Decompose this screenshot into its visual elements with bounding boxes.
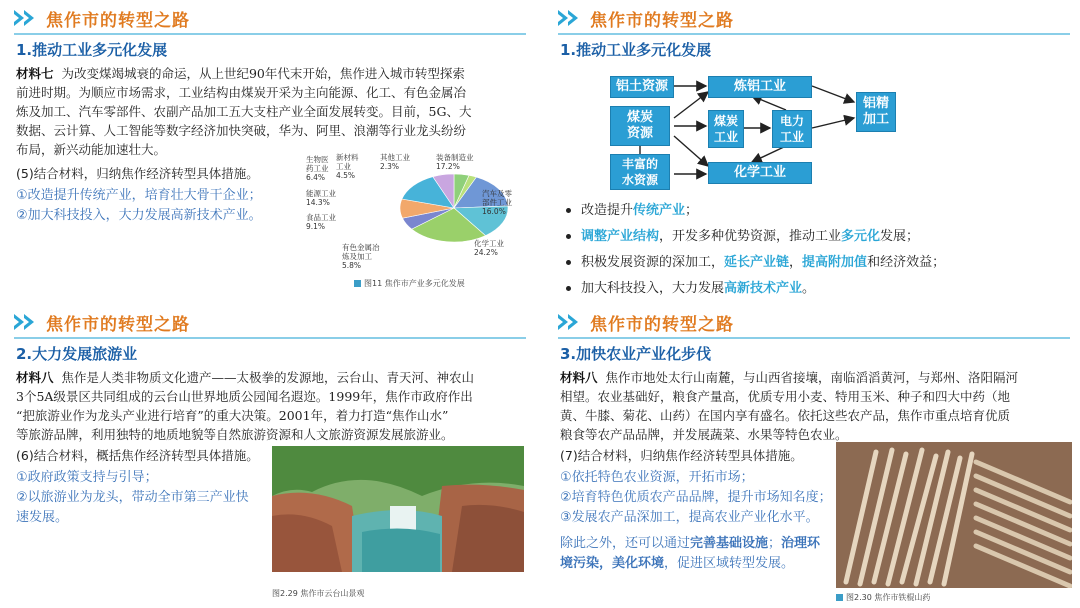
section-header xyxy=(14,6,190,30)
box-water-resource: 丰富的 水资源 xyxy=(610,154,670,190)
material-line: 3个5A级景区共同组成的云台山世界地质公园闻名遐迩。1999年，焦作市政府作出 xyxy=(16,389,473,404)
box-aluminum-smelting: 炼铝工业 xyxy=(708,76,812,98)
panel-tourism xyxy=(4,306,532,602)
material-label: 材料七 xyxy=(16,66,54,81)
highlight-text: 延长产业链 xyxy=(724,255,790,270)
material-text xyxy=(560,368,1070,444)
bullet-text: 和经济效益； xyxy=(867,255,946,270)
material-label: 材料八 xyxy=(560,370,598,385)
highlight-text: 调整产业结构 xyxy=(581,229,660,244)
header-divider xyxy=(14,337,526,339)
pie-label: 能源工业 14.3% xyxy=(306,189,336,207)
answer-list xyxy=(16,186,262,226)
subtitle: 2.大力发展旅游业 xyxy=(16,345,138,363)
section-title: 焦作市的转型之路 xyxy=(46,10,190,31)
pie-label: 化学工业 24.2% xyxy=(474,239,504,257)
material-line: 布局，新兴动能加速壮大。 xyxy=(16,142,167,157)
measure-bullet xyxy=(566,250,945,276)
material-line: 相望。农业基础好，粮食产量高，优质专用小麦、特用玉米、种子和四大中药（地 xyxy=(560,389,1011,404)
answer-item: ②以旅游业为龙头，带动全市第三产业快 xyxy=(16,490,249,505)
answer-item: 速发展。 xyxy=(16,510,69,525)
photo-caption: 图2.29 焦作市云台山景观 xyxy=(272,589,365,598)
material-line: 等旅游品牌，利用独特的地质地貌等自然旅游资源和人文旅游资源发展旅游业。 xyxy=(16,427,454,442)
header-divider xyxy=(558,33,1070,35)
section-title: 焦作市的转型之路 xyxy=(46,314,190,335)
pie-label: 有色金属冶炼及加工 5.8% xyxy=(342,243,380,270)
bullet-text: ，开发多种优势资源，推动工业 xyxy=(659,229,842,244)
highlight-text: 提高附加值 xyxy=(802,255,868,270)
measure-bullet xyxy=(566,224,919,250)
answer-list xyxy=(16,468,249,528)
panel-industry-material xyxy=(4,2,532,298)
double-chevron-icon xyxy=(14,8,40,28)
double-chevron-icon xyxy=(14,312,40,332)
figure-caption: 图11 焦作市产业多元化发展 xyxy=(354,278,465,289)
material-line: 焦作市地处太行山南麓，与山西省接壤，南临滔滔黄河，与郑州、洛阳隔河 xyxy=(605,370,1018,385)
section-header xyxy=(558,6,734,30)
section-title: 焦作市的转型之路 xyxy=(590,314,734,335)
material-line: 前进时期。为顺应市场需求，工业结构由煤炭开采为主向能源、化工、有色金属冶 xyxy=(16,85,467,100)
material-line: 焦作是人类非物质文化遗产——太极拳的发源地，云台山、青天河、神农山 xyxy=(61,370,474,385)
pie-label: 汽车及零部件工业 16.0% xyxy=(482,189,512,216)
answer-item: ③发展农产品深加工，提高农业产业化水平。 xyxy=(560,510,819,525)
header-divider xyxy=(14,33,526,35)
material-text xyxy=(16,368,526,444)
material-line: 炼及加工、汽车零部件、农副产品加工五大支柱产业全面发展转变。目前，5G、大 xyxy=(16,104,472,119)
panel-industry-diagram xyxy=(548,2,1076,298)
pie-label: 食品工业 9.1% xyxy=(306,213,336,231)
header-divider xyxy=(558,337,1070,339)
box-aluminum-processing: 铝精 加工 xyxy=(856,92,896,132)
highlight-text: 传统产业 xyxy=(633,203,686,218)
pie-label: 生物医药工业 6.4% xyxy=(306,155,329,182)
bullet-text: 改造提升 xyxy=(581,203,634,218)
double-chevron-icon xyxy=(558,8,584,28)
bullet-dot-icon xyxy=(566,234,571,239)
box-coal-industry: 煤炭 工业 xyxy=(708,110,744,148)
box-power-industry: 电力 工业 xyxy=(772,110,812,148)
subtitle: 3.加快农业产业化步伐 xyxy=(560,345,712,363)
bullet-dot-icon xyxy=(566,260,571,265)
pie-label: 其他工业 2.3% xyxy=(380,153,410,171)
bullet-text: 积极发展资源的深加工， xyxy=(581,255,725,270)
yam-photo xyxy=(836,442,1072,588)
question: (6)结合材料，概括焦作经济转型具体措施。 xyxy=(16,448,259,463)
subtitle: 1.推动工业多元化发展 xyxy=(16,41,168,59)
bullet-dot-icon xyxy=(566,286,571,291)
material-line: 粮食等农产品品牌，并发展蔬菜、水果等特色农业。 xyxy=(560,427,848,442)
section-header xyxy=(14,310,190,334)
pie-label: 装备制造业 17.2% xyxy=(436,153,474,171)
material-line: 为改变煤竭城衰的命运，从上世纪90年代末开始，焦作进入城市转型探索 xyxy=(61,66,465,81)
bullet-text: 发展； xyxy=(880,229,920,244)
question: (7)结合材料，归纳焦作经济转型具体措施。 xyxy=(560,448,803,463)
highlight-text: 多元化 xyxy=(841,229,881,244)
subtitle: 1.推动工业多元化发展 xyxy=(560,41,712,59)
material-text xyxy=(16,64,516,159)
box-bauxite-resource: 铝土资源 xyxy=(610,76,674,98)
answer-item: ①依托特色农业资源，开拓市场； xyxy=(560,470,754,485)
bullet-text: ； xyxy=(685,203,699,218)
box-chemical-industry: 化学工业 xyxy=(708,162,812,184)
double-chevron-icon xyxy=(558,312,584,332)
section-header xyxy=(558,310,734,334)
answer-item: ②加大科技投入，大力发展高新技术产业。 xyxy=(16,208,262,223)
section-title: 焦作市的转型之路 xyxy=(590,10,734,31)
yuntai-mountain-photo xyxy=(272,446,524,572)
measure-bullet xyxy=(566,198,698,224)
extra-note-line: 境污染，美化环境，促进区域转型发展。 xyxy=(560,556,795,571)
extra-note-line: 除此之外，还可以通过完善基础设施；治理环 xyxy=(560,536,821,551)
measure-bullet xyxy=(566,276,815,298)
bullet-text: ， xyxy=(789,255,803,270)
answer-item: ①政府政策支持与引导； xyxy=(16,470,158,485)
extra-note xyxy=(560,534,820,574)
industry-pie-chart xyxy=(296,148,528,276)
question: (5)结合材料，归纳焦作经济转型具体措施。 xyxy=(16,166,259,181)
answer-item: ②培育特色优质农产品品牌，提升市场知名度； xyxy=(560,490,832,505)
panel-agriculture xyxy=(548,306,1076,602)
bullet-dot-icon xyxy=(566,208,571,213)
photo-caption: 图2.30 焦作市铁棍山药 xyxy=(836,592,930,602)
bullet-text: 。 xyxy=(802,281,816,296)
material-line: 数据、云计算、人工智能等数字经济加快突破，华为、阿里、浪潮等行业龙头纷纷 xyxy=(16,123,467,138)
highlight-text: 高新技术产业 xyxy=(724,281,803,296)
box-coal-resource: 煤炭 资源 xyxy=(610,106,670,146)
material-line: 黄、牛膝、菊花、山药）在国内享有盛名。依托这些农产品，焦作市重点培育优质 xyxy=(560,408,1011,423)
bullet-text: 加大科技投入，大力发展 xyxy=(581,281,725,296)
pie-label: 新材料工业 4.5% xyxy=(336,153,359,180)
answer-list xyxy=(560,468,832,528)
material-label: 材料八 xyxy=(16,370,54,385)
material-line: “把旅游业作为龙头产业进行培育”的重大决策。2001年，着力打造“焦作山水” xyxy=(16,408,449,423)
answer-item: ①改造提升传统产业，培育壮大骨干企业； xyxy=(16,188,262,203)
